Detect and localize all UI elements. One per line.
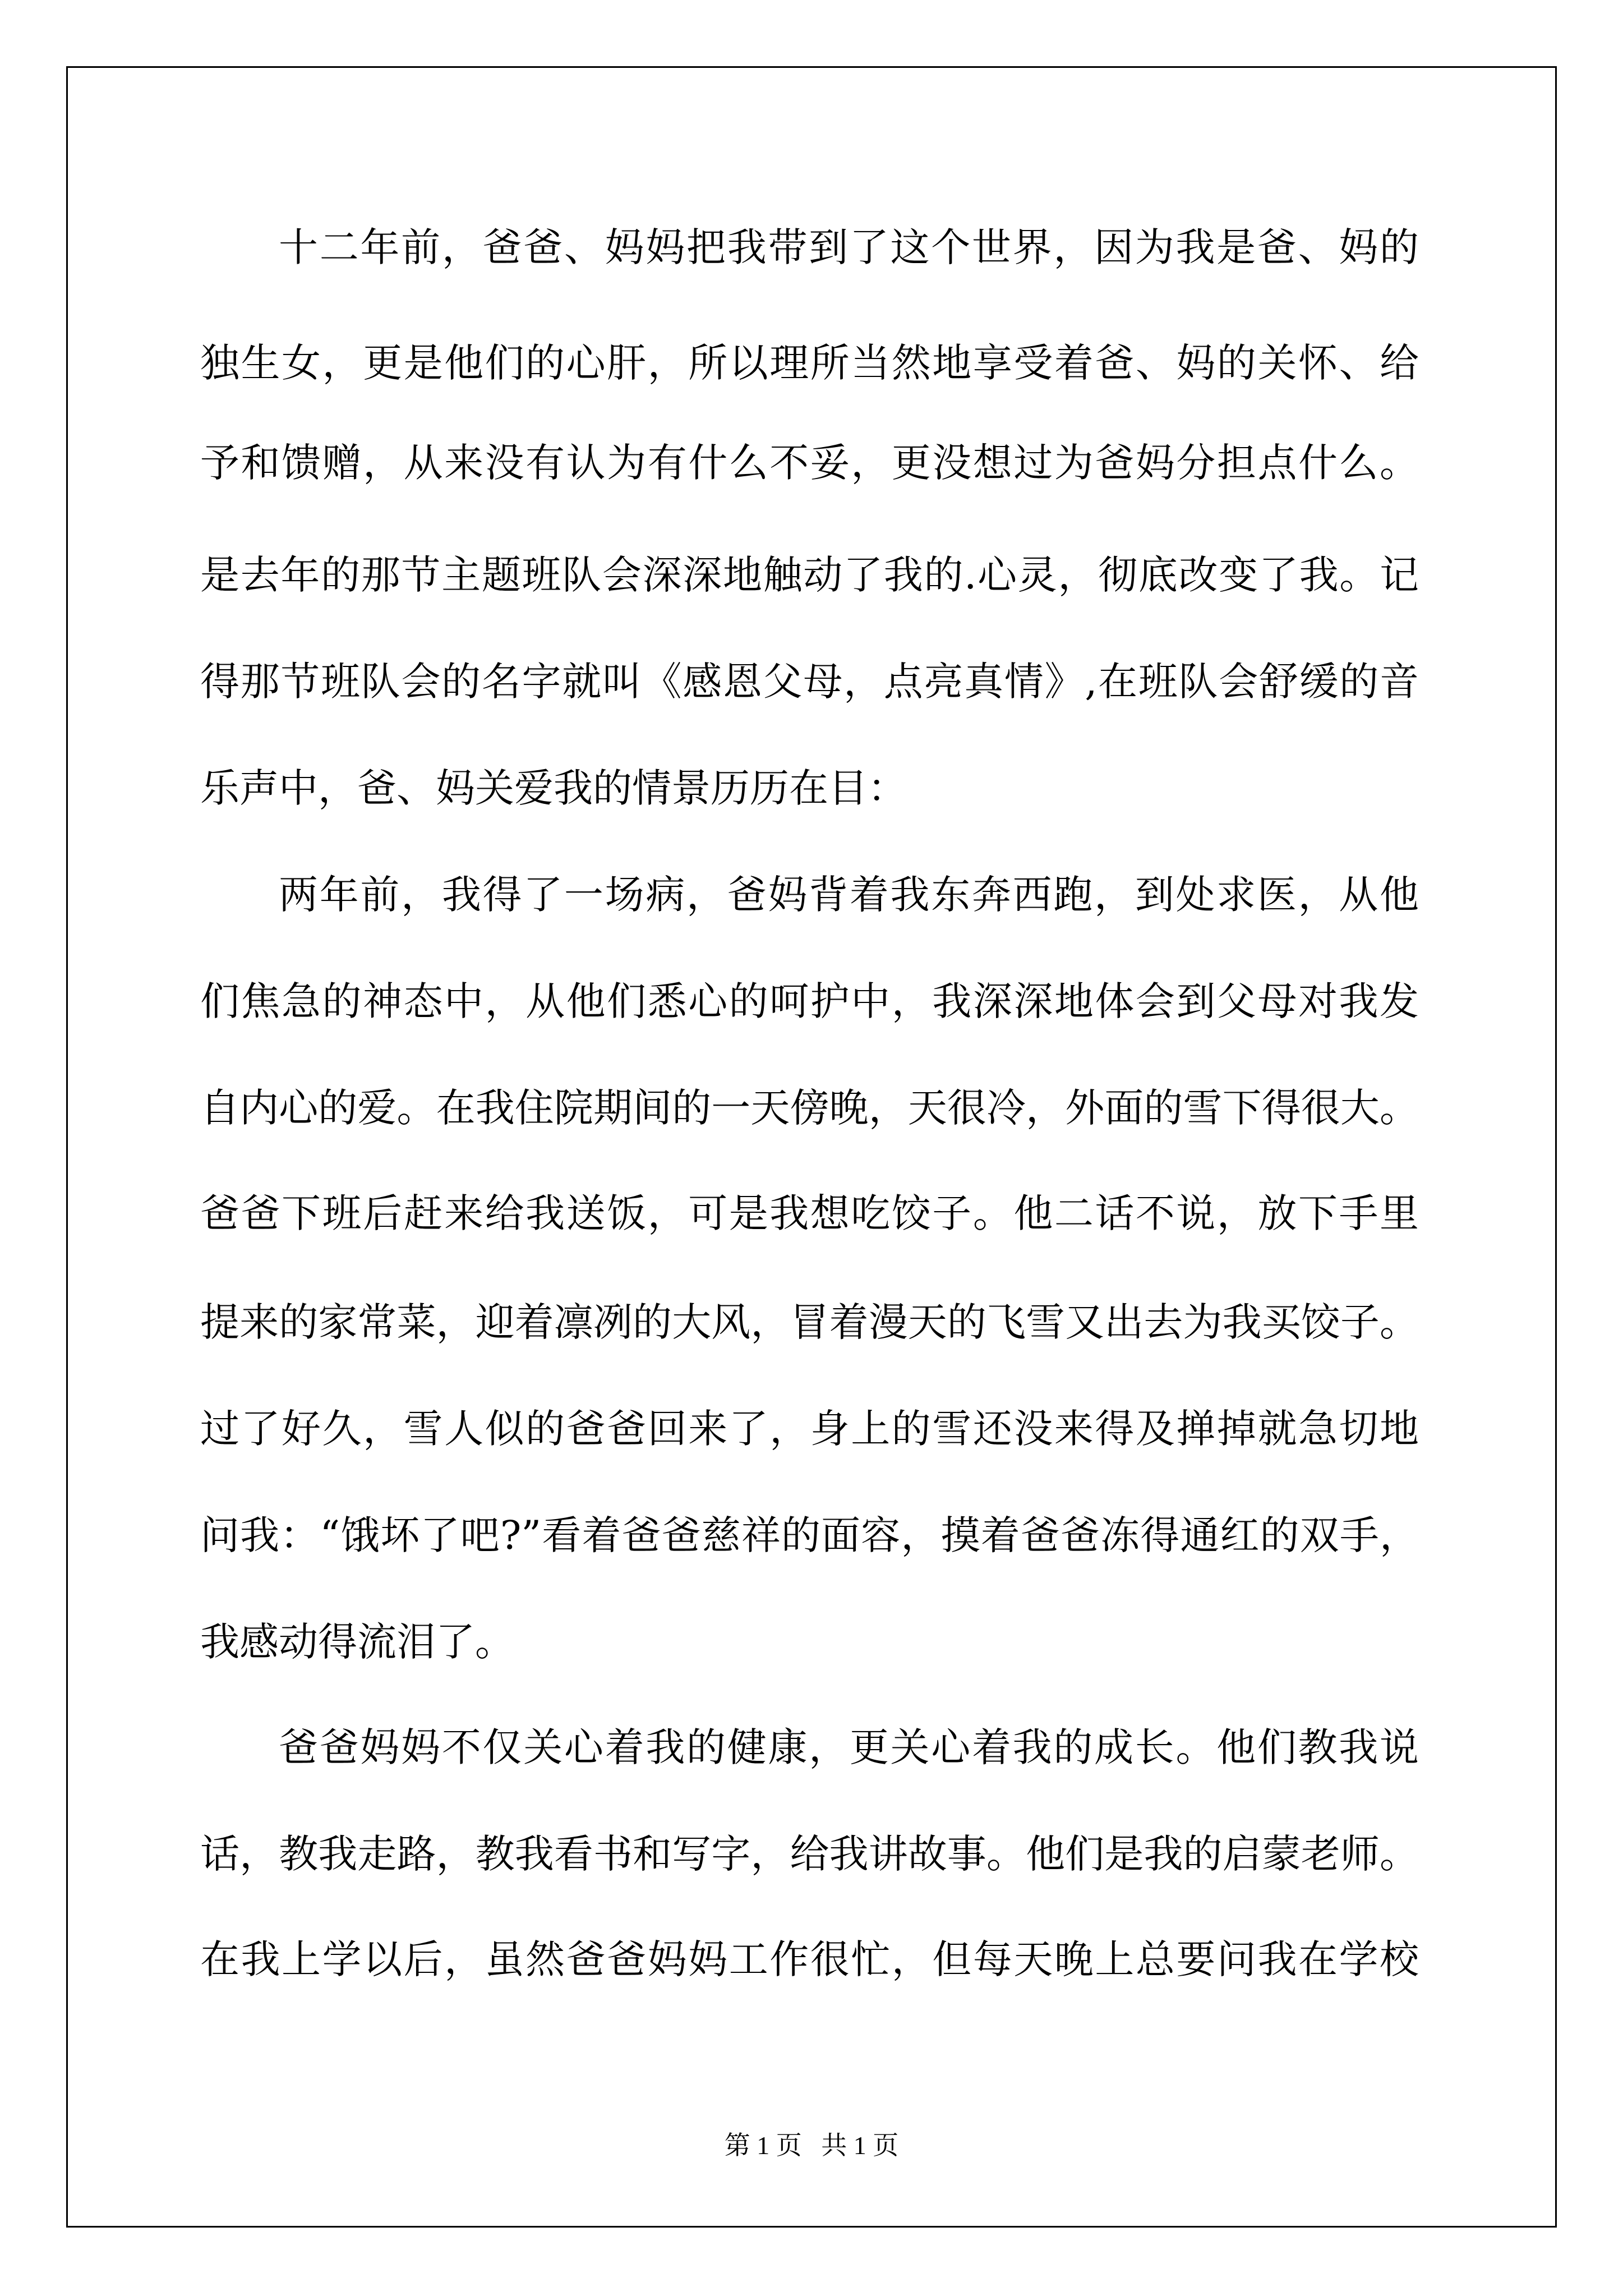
text-line: 提来的家常菜，迎着凛冽的大风，冒着漫天的飞雪又出去为我买饺子。 [200, 1299, 1419, 1345]
text-line: 予和馈赠，从来没有认为有什么不妥，更没想过为爸妈分担点什么。 [200, 440, 1419, 486]
text-line: 们焦急的神态中，从他们悉心的呵护中，我深深地体会到父母对我发 [200, 978, 1419, 1024]
text-line: 得那节班队会的名字就叫《感恩父母，点亮真情》,在班队会舒缓的音 [200, 659, 1419, 705]
text-line: 自内心的爱。在我住院期间的一天傍晚，天很冷，外面的雪下得很大。 [200, 1085, 1419, 1131]
text-line: 独生女，更是他们的心肝，所以理所当然地享受着爸、妈的关怀、给 [200, 340, 1419, 386]
text-line: 问我：“饿坏了吧?”看着爸爸慈祥的面容，摸着爸爸冻得通红的双手， [200, 1512, 1419, 1558]
page-number-footer: 第 1 页 共 1 页 [724, 2131, 899, 2160]
text-line: 十二年前，爸爸、妈妈把我带到了这个世界，因为我是爸、妈的 [279, 224, 1419, 270]
text-line: 在我上学以后，虽然爸爸妈妈工作很忙，但每天晚上总要问我在学校 [200, 1936, 1419, 1982]
text-line: 话，教我走路，教我看书和写字，给我讲故事。他们是我的启蒙老师。 [200, 1831, 1419, 1877]
text-line: 是去年的那节主题班队会深深地触动了我的.心灵，彻底改变了我。记 [200, 552, 1419, 598]
text-line: 两年前，我得了一场病，爸妈背着我东奔西跑，到处求医，从他 [279, 872, 1419, 918]
text-line: 过了好久，雪人似的爸爸回来了，身上的雪还没来得及掸掉就急切地 [200, 1406, 1419, 1452]
page-border [66, 66, 1557, 2228]
text-line: 乐声中，爸、妈关爱我的情景历历在目： [200, 765, 907, 811]
text-line: 爸爸妈妈不仅关心着我的健康，更关心着我的成长。他们教我说 [279, 1724, 1419, 1770]
text-line: 我感动得流泪了。 [200, 1619, 514, 1665]
text-line: 爸爸下班后赶来给我送饭，可是我想吃饺子。他二话不说，放下手里 [200, 1190, 1419, 1236]
